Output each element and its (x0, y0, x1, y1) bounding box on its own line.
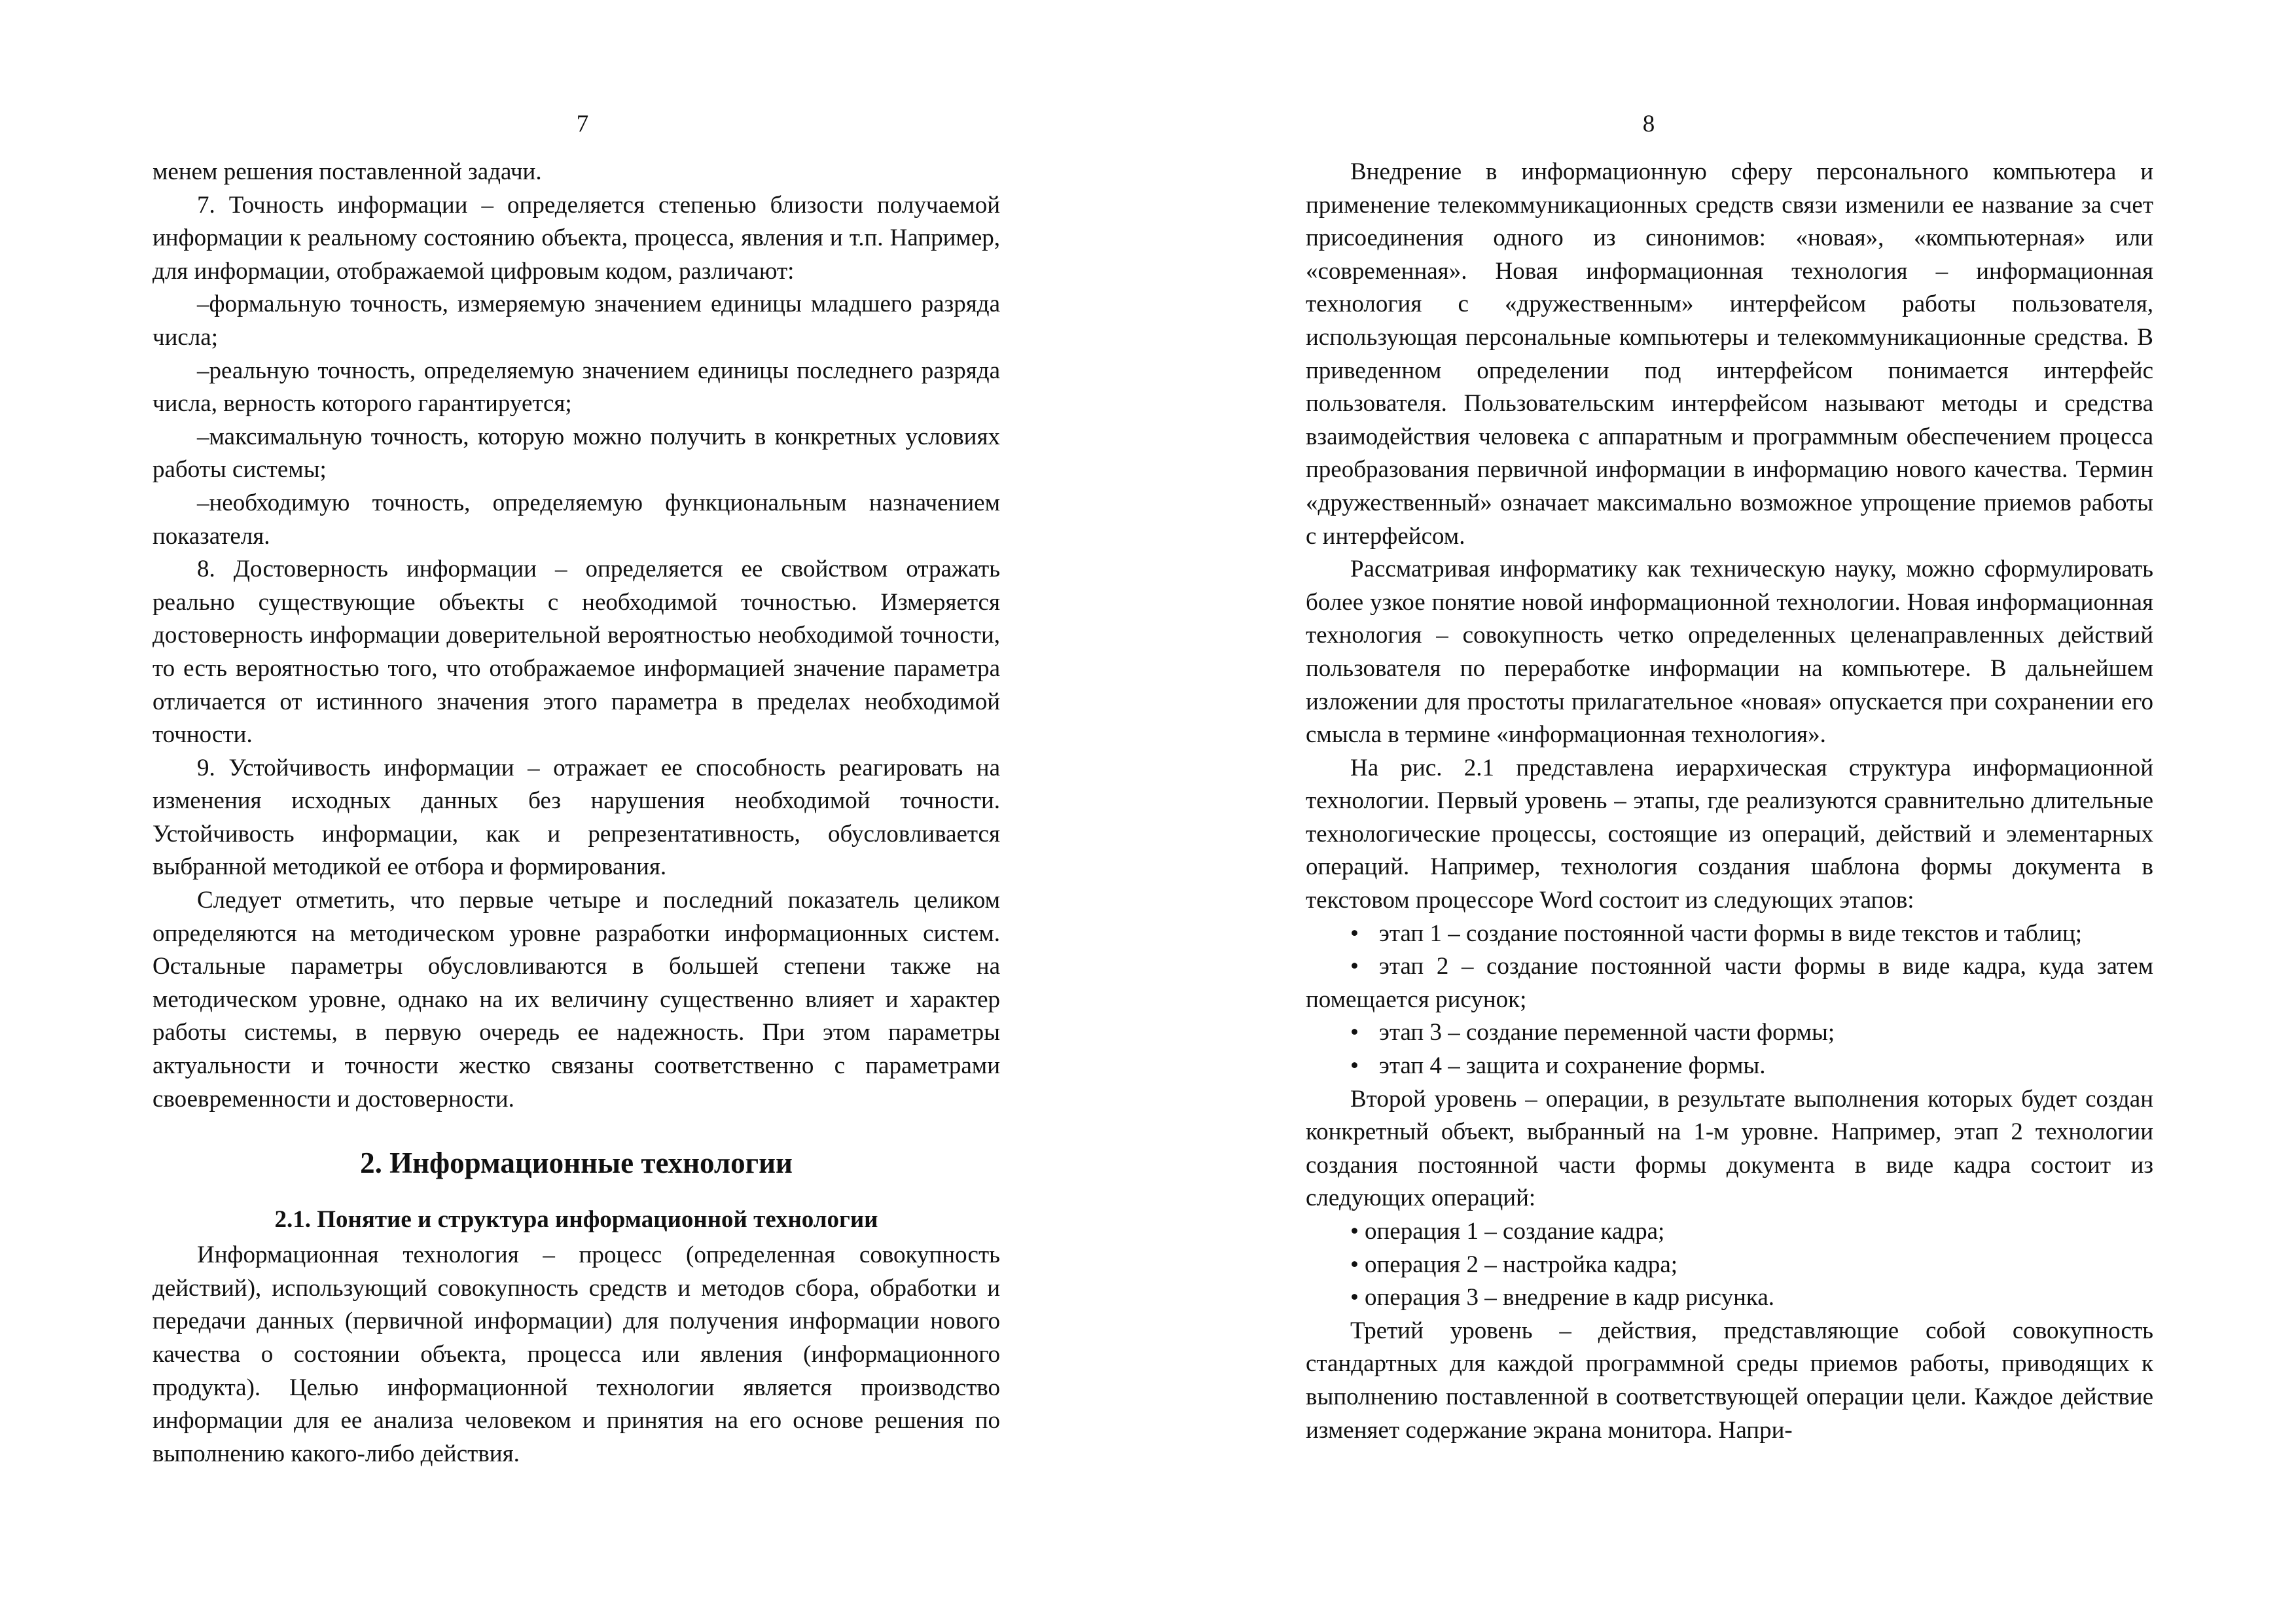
section-title: 2. Информационные технологии (360, 1147, 793, 1180)
right-page (1148, 0, 2296, 1623)
list-item-operation-3: • операция 3 – внедрение в кадр рисунка. (1306, 1281, 2153, 1315)
list-item-stage-2: • этап 2 – создание постоянной части формы в виде кадра, куда затем помещается рисунок; (1306, 950, 2153, 1016)
paragraph-summary: Следует отметить, что первые четыре и последний показатель целиком определяются на методическом уровне разработки информационных систем. Остальные параметры обусловливаются в большей степени также на методическом уровне, однако на их величину существенно влияет и характер работы системы, в первую очередь ее надежность. При этом параметры актуальности и точности жестко связаны соответственно с параметрами своевременности и достоверности. (152, 887, 1000, 1113)
paragraph-continuation: менем решения поставленной задачи. (152, 158, 542, 185)
right-page-text (1306, 156, 2153, 1447)
paragraph-new-it: Внедрение в информационную сферу персонального компьютера и применение телекоммуникационных средств связи изменили ее название за счет присоединения одного из синонимов: «новая», «компьютерная» или «современная». Новая информационная технология – информационная технология с «дружественным» интерфейсом работы пользователя, использующая персональные компьютеры и телекоммуникационные средства. В приведенном определении под интерфейсом понимается интерфейс пользователя. Пользовательским интерфейсом называют методы и средства взаимодействия человека с аппаратным и программным обеспечением процесса преобразования первичной информации в информацию нового качества. Термин «дружественный» означает максимально возможное упрощение приемов работы с интерфейсом. (1306, 158, 2153, 550)
list-item-operation-1: • операция 1 – создание кадра; (1306, 1215, 2153, 1249)
bullet-icon: • (1350, 919, 1359, 947)
paragraph-it-definition: Информационная технология – процесс (определенная совокупность действий), использующий совокупность средств и методов сбора, обработки и передачи данных (первичной информации) для получения информации нового качества о состоянии объекта, процесса или явления (информационного продукта). Целью информационной технологии является производство информации для ее анализа человеком и принятия на его основе решения по выполнению какого-либо действия. (152, 1241, 1000, 1467)
dash-item-max-accuracy: –максимальную точность, которую можно получить в конкретных условиях работы системы; (152, 423, 1000, 484)
bullet-icon: • (1350, 1251, 1359, 1278)
paragraph-second-level: Второй уровень – операции, в результате выполнения которых будет создан конкретный объект, выбранный на 1-м уровне. Например, этап 2 технологии создания постоянной части формы документа в виде кадра состоит из следующих операций: (1306, 1085, 2153, 1212)
paragraph-third-level: Третий уровень – действия, представляющие собой совокупность стандартных для каждой программной среды приемов работы, приводящих к выполнению поставленной в соответствующей операции цели. Каждое действие изменяет содержание экрана монитора. Напри- (1306, 1317, 2153, 1444)
dash-item-required-accuracy: –необходимую точность, определяемую функциональным назначением показателя. (152, 489, 1000, 550)
subsection-title: 2.1. Понятие и структура информационной технологии (274, 1206, 878, 1234)
paragraph-hierarchy: На рис. 2.1 представлена иерархическая структура информационной технологии. Первый уровень – этапы, где реализуются сравнительно длительные технологические процессы, состоящие из операций, действий и элементарных операций. Например, технология создания шаблона формы документа в текстовом процессоре Word состоит из следующих этапов: (1306, 754, 2153, 914)
list-item-stage-3: • этап 3 – создание переменной части формы; (1306, 1016, 2153, 1050)
list-item-stage-4: • этап 4 – защита и сохранение формы. (1306, 1050, 2153, 1083)
bullet-icon: • (1350, 953, 1359, 980)
dash-item-formal-accuracy: –формальную точность, измеряемую значением единицы младшего разряда числа; (152, 291, 1000, 351)
bullet-icon: • (1350, 1218, 1359, 1245)
bullet-icon: • (1350, 1284, 1359, 1311)
list-item-operation-2: • операция 2 – настройка кадра; (1306, 1249, 2153, 1282)
page-number-right: 8 (1642, 111, 1655, 137)
bullet-icon: • (1350, 1052, 1359, 1080)
paragraph-accuracy: 7. Точность информации – определяется степенью близости получаемой информации к реальному состоянию объекта, процесса, явления и т.п. Например, для информации, отображаемой цифровым кодом, различают: (152, 191, 1000, 285)
dash-item-real-accuracy: –реальную точность, определяемую значением единицы последнего разряда числа, верность которого гарантируется; (152, 357, 1000, 418)
list-item-stage-1: • этап 1 – создание постоянной части формы в виде текстов и таблиц; (1306, 918, 2153, 951)
page-number-left: 7 (576, 111, 589, 137)
left-page-text (152, 156, 1000, 1471)
bullet-icon: • (1350, 1019, 1359, 1046)
paragraph-narrow-concept: Рассматривая информатику как техническую науку, можно сформулировать более узкое понятие новой информационной технологии. Новая информационная технология – совокупность четко определенных целенаправленных действий пользователя по переработке информации на компьютере. В дальнейшем изложении для простоты прилагательное «новая» опускается при сохранении его смысла в термине «информационная технология». (1306, 556, 2153, 749)
paragraph-stability: 9. Устойчивость информации – отражает ее способность реагировать на изменения исходных данных без нарушения необходимой точности. Устойчивость информации, как и репрезентативность, обусловливается выбранной методикой ее отбора и формирования. (152, 754, 1000, 881)
paragraph-reliability: 8. Достоверность информации – определяется ее свойством отражать реально существующие объекты с необходимой точностью. Измеряется достоверность информации доверительной вероятностью необходимой точности, то есть вероятностью того, что отображаемое информацией значение параметра отличается от истинного значения этого параметра в пределах необходимой точности. (152, 556, 1000, 749)
